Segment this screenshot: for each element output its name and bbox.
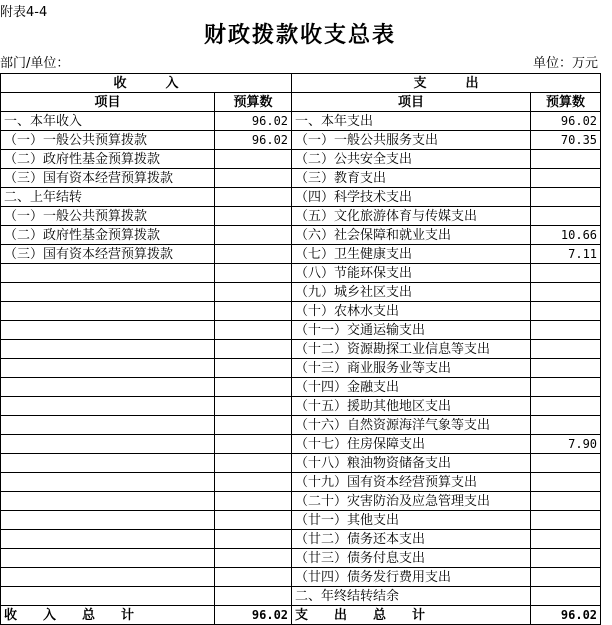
table-row: [1, 378, 601, 397]
expense-budget-cell: 10.66: [531, 226, 601, 245]
income-item-cell: [1, 587, 215, 606]
expense-item-cell: （十四）金融支出: [292, 378, 531, 397]
income-budget-cell: [215, 340, 292, 359]
income-item-cell: （二）政府性基金预算拨款: [1, 150, 215, 169]
expense-item-cell: （廿四）债务发行费用支出: [292, 568, 531, 587]
income-item-cell: （二）政府性基金预算拨款: [1, 226, 215, 245]
income-budget-cell: [215, 226, 292, 245]
table-row: [1, 549, 601, 568]
income-budget-cell: [215, 321, 292, 340]
expense-budget-cell: 7.90: [531, 435, 601, 454]
expense-budget-cell: [531, 511, 601, 530]
expense-budget-cell: 7.11: [531, 245, 601, 264]
expense-item-cell: （二）公共安全支出: [292, 150, 531, 169]
expense-budget-cell: [531, 530, 601, 549]
expense-item-cell: （五）文化旅游体育与传媒支出: [292, 207, 531, 226]
table-row: [1, 245, 601, 264]
expense-item-cell: （六）社会保障和就业支出: [292, 226, 531, 245]
table-row: [1, 454, 601, 473]
expense-item-cell: （廿一）其他支出: [292, 511, 531, 530]
income-budget-cell: [215, 473, 292, 492]
income-budget-cell: [215, 150, 292, 169]
expense-item-cell: （十）农林水支出: [292, 302, 531, 321]
section-header-row: [1, 74, 601, 93]
income-budget-cell: [215, 549, 292, 568]
income-budget-cell: [215, 378, 292, 397]
income-budget-cell: [215, 530, 292, 549]
expense-budget-cell: [531, 264, 601, 283]
expense-item-cell: （十一）交通运输支出: [292, 321, 531, 340]
expense-budget-cell: [531, 359, 601, 378]
income-item-cell: [1, 473, 215, 492]
department-label: 部门/单位：: [0, 56, 70, 71]
income-total-label: 收 入 总 计: [1, 606, 215, 625]
expense-item-cell: 二、年终结转结余: [292, 587, 531, 606]
table-row: [1, 492, 601, 511]
expense-total-label: 支 出 总 计: [292, 606, 531, 625]
expense-item-cell: （十六）自然资源海洋气象等支出: [292, 416, 531, 435]
income-budget-cell: [215, 511, 292, 530]
expense-budget-cell: [531, 568, 601, 587]
income-budget-cell: 96.02: [215, 131, 292, 150]
income-budget-cell: [215, 283, 292, 302]
expense-item-cell: （十八）粮油物资储备支出: [292, 454, 531, 473]
income-budget-cell: [215, 169, 292, 188]
income-budget-cell: [215, 207, 292, 226]
income-item-cell: [1, 321, 215, 340]
income-item-cell: 二、上年结转: [1, 188, 215, 207]
table-row: [1, 435, 601, 454]
income-item-cell: [1, 302, 215, 321]
table-row: [1, 321, 601, 340]
income-budget-cell: [215, 492, 292, 511]
expense-budget-cell: [531, 454, 601, 473]
income-item-cell: （一）一般公共预算拨款: [1, 131, 215, 150]
income-item-cell: [1, 397, 215, 416]
expense-budget-cell: [531, 416, 601, 435]
expense-budget-cell: [531, 188, 601, 207]
expense-budget-cell: [531, 378, 601, 397]
expense-item-header: 项目: [292, 93, 531, 112]
expense-item-cell: 一、本年支出: [292, 112, 531, 131]
expense-budget-cell: 96.02: [531, 112, 601, 131]
table-row: [1, 188, 601, 207]
table-row: [1, 587, 601, 606]
table-row: [1, 283, 601, 302]
expense-total-value: 96.02: [531, 606, 601, 625]
expense-item-cell: （一）一般公共服务支出: [292, 131, 531, 150]
table-row: [1, 397, 601, 416]
income-item-cell: [1, 511, 215, 530]
income-item-header: 项目: [1, 93, 215, 112]
income-item-cell: （三）国有资本经营预算拨款: [1, 245, 215, 264]
table-row: [1, 150, 601, 169]
income-item-cell: （三）国有资本经营预算拨款: [1, 169, 215, 188]
expense-budget-cell: [531, 302, 601, 321]
unit-label: 单位：万元: [532, 56, 598, 71]
income-budget-cell: [215, 435, 292, 454]
income-item-cell: [1, 454, 215, 473]
income-budget-cell: [215, 416, 292, 435]
expense-budget-cell: [531, 492, 601, 511]
expense-budget-cell: [531, 283, 601, 302]
appendix-note: 附表4-4: [0, 5, 48, 20]
expense-budget-cell: [531, 340, 601, 359]
table-row: [1, 264, 601, 283]
table-row: [1, 302, 601, 321]
income-budget-cell: [215, 302, 292, 321]
expense-item-cell: （十五）援助其他地区支出: [292, 397, 531, 416]
income-item-cell: [1, 359, 215, 378]
expense-item-cell: （十七）住房保障支出: [292, 435, 531, 454]
table-row: [1, 359, 601, 378]
income-budget-cell: [215, 359, 292, 378]
income-item-cell: [1, 340, 215, 359]
total-row: [1, 606, 601, 625]
income-budget-cell: [215, 454, 292, 473]
income-item-cell: [1, 492, 215, 511]
expense-item-cell: （三）教育支出: [292, 169, 531, 188]
income-item-cell: [1, 549, 215, 568]
expense-budget-cell: [531, 321, 601, 340]
expense-item-cell: （十九）国有资本经营预算支出: [292, 473, 531, 492]
expense-item-cell: （七）卫生健康支出: [292, 245, 531, 264]
expense-budget-cell: 70.35: [531, 131, 601, 150]
expense-item-cell: （四）科学技术支出: [292, 188, 531, 207]
expense-item-cell: （九）城乡社区支出: [292, 283, 531, 302]
income-item-cell: （一）一般公共预算拨款: [1, 207, 215, 226]
table-row: [1, 511, 601, 530]
expense-item-cell: （八）节能环保支出: [292, 264, 531, 283]
income-budget-cell: [215, 188, 292, 207]
income-item-cell: [1, 283, 215, 302]
table-row: [1, 530, 601, 549]
table-row: [1, 340, 601, 359]
income-budget-cell: [215, 587, 292, 606]
expense-item-cell: （十二）资源勘探工业信息等支出: [292, 340, 531, 359]
table-row: [1, 568, 601, 587]
income-item-cell: [1, 435, 215, 454]
table-row: [1, 169, 601, 188]
income-total-value: 96.02: [215, 606, 292, 625]
income-budget-cell: 96.02: [215, 112, 292, 131]
income-budget-cell: [215, 245, 292, 264]
expense-budget-cell: [531, 207, 601, 226]
income-budget-header: 预算数: [215, 93, 292, 112]
expense-budget-cell: [531, 169, 601, 188]
table-row: [1, 226, 601, 245]
page-title: 财政拨款收支总表: [203, 23, 396, 48]
expense-budget-cell: [531, 150, 601, 169]
table-row: [1, 416, 601, 435]
table-row: [1, 131, 601, 150]
expense-budget-cell: [531, 397, 601, 416]
income-item-cell: [1, 378, 215, 397]
expense-item-cell: （廿三）债务付息支出: [292, 549, 531, 568]
expense-budget-header: 预算数: [531, 93, 601, 112]
table-row: [1, 473, 601, 492]
expense-budget-cell: [531, 549, 601, 568]
income-item-cell: 一、本年收入: [1, 112, 215, 131]
expense-item-cell: （廿二）债务还本支出: [292, 530, 531, 549]
expense-budget-cell: [531, 473, 601, 492]
expense-item-cell: （十三）商业服务业等支出: [292, 359, 531, 378]
income-item-cell: [1, 264, 215, 283]
income-item-cell: [1, 416, 215, 435]
expense-budget-cell: [531, 587, 601, 606]
expense-header: 支 出: [292, 74, 601, 93]
expense-item-cell: （二十）灾害防治及应急管理支出: [292, 492, 531, 511]
table-row: [1, 207, 601, 226]
income-budget-cell: [215, 397, 292, 416]
table-row: [1, 112, 601, 131]
income-budget-cell: [215, 568, 292, 587]
column-header-row: [1, 93, 601, 112]
income-item-cell: [1, 530, 215, 549]
income-item-cell: [1, 568, 215, 587]
budget-table: [0, 73, 601, 625]
income-header: 收 入: [1, 74, 292, 93]
income-budget-cell: [215, 264, 292, 283]
